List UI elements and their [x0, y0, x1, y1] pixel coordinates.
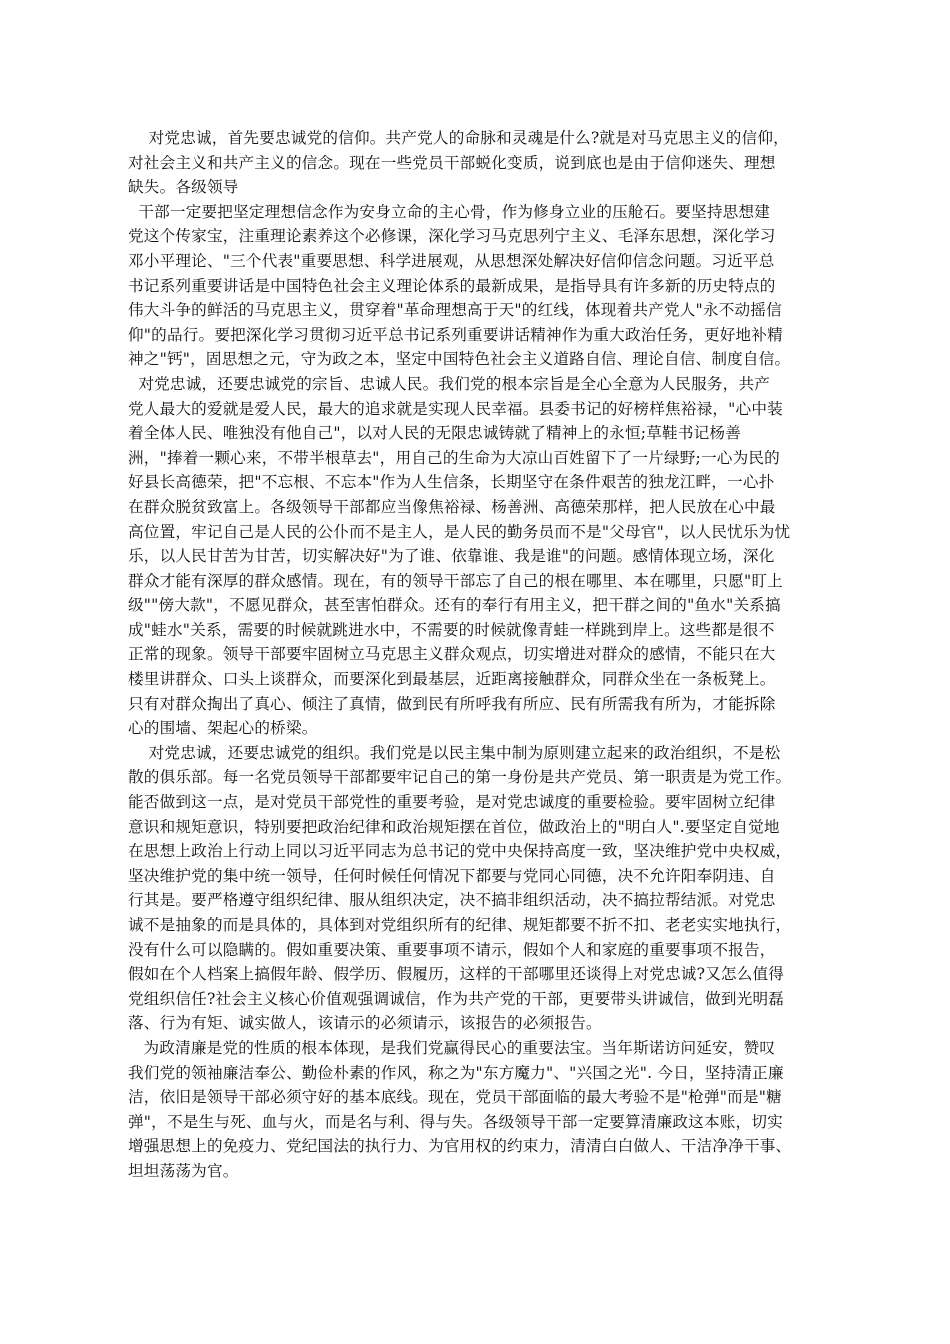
text-line: 能否做到这一点，是对党员干部党性的重要考验，是对党忠诚度的重要检验。要牢固树立纪律: [128, 793, 776, 812]
paragraph: [128, 126, 818, 200]
text-line: 党这个传家宝，注重理论素养这个必修课，深化学习马克思列宁主义、毛泽东思想，深化学习: [128, 227, 776, 246]
text-line: 群众才能有深厚的群众感情。现在，有的领导干部忘了自己的根在哪里、本在哪里，只愿"盯上: [128, 571, 783, 590]
text-line: 对党忠诚，还要忠诚党的宗旨、忠诚人民。我们党的根本宗旨是全心全意为人民服务，共产: [128, 374, 771, 393]
text-line: 在群众脱贫致富上。各级领导干部都应当像焦裕禄、杨善洲、高德荣那样，把人民放在心中最: [128, 497, 776, 516]
text-line: 邓小平理论、"三个代表"重要思想、科学进展观，从思想深处解决好信仰信念问题。习近平总: [128, 251, 775, 270]
text-line: 乐，以人民甘苦为甘苦，切实解决好"为了谁、依靠谁、我是谁"的问题。感情体现立场，深化: [128, 547, 775, 566]
text-line: 党组织信任?社会主义核心价值观强调诚信，作为共产党的干部，更要带头讲诚信，做到光明磊: [128, 989, 785, 1008]
text-line: 散的俱乐部。每一名党员领导干部都要牢记自己的第一身份是共产党员、第一职责是为党工作。: [128, 768, 792, 787]
text-line: 假如在个人档案上搞假年龄、假学历、假履历，这样的干部哪里还谈得上对党忠诚?又怎么值得: [128, 965, 785, 984]
text-line: 正常的现象。领导干部要牢固树立马克思主义群众观点，切实增进对群众的感情，不能只在大: [128, 645, 776, 664]
text-line: 着全体人民、唯独没有他自己"，以对人民的无限忠诚铸就了精神上的永恒;草鞋书记杨善: [128, 424, 741, 443]
document-body: [128, 126, 818, 1184]
text-line: 干部一定要把坚定理想信念作为安身立命的主心骨，作为修身立业的压舱石。要坚持思想建: [128, 202, 771, 221]
text-line: 行其是。要严格遵守组织纪律、服从组织决定，决不搞非组织活动，决不搞拉帮结派。对党忠: [128, 891, 776, 910]
text-line: 党人最大的爱就是爱人民，最大的追求就是实现人民幸福。县委书记的好榜样焦裕禄，"心中装: [128, 399, 783, 418]
text-line: 书记系列重要讲话是中国特色社会主义理论体系的最新成果，是指导具有许多新的历史特点的: [128, 276, 776, 295]
paragraph: [128, 372, 818, 741]
text-line: 缺失。各级领导: [128, 178, 239, 197]
text-line: 心的围墙、架起心的桥梁。: [128, 719, 318, 738]
text-line: 洲，"捧着一颗心来，不带半根草去"，用自己的生命为大凉山百姓留下了一片绿野;一心为民的: [128, 448, 780, 467]
text-line: 对社会主义和共产主义的信念。现在一些党员干部蜕化变质，说到底也是由于信仰迷失、理想: [128, 153, 776, 172]
text-line: 楼里讲群众、口头上谈群众，而要深化到最基层，近距离接触群众，同群众坐在一条板凳上。: [128, 670, 776, 689]
paragraph: [128, 1036, 818, 1184]
text-line: 仰"的品行。要把深化学习贯彻习近平总书记系列重要讲话精神作为重大政治任务，更好地补精: [128, 325, 783, 344]
text-line: 弹"，不是生与死、血与火，而是名与利、得与失。各级领导干部一定要算清廉政这本账，切实: [128, 1112, 783, 1131]
text-line: 诚不是抽象的而是具体的，具体到对党组织所有的纪律、规矩都要不折不扣、老老实实地执行，: [128, 916, 792, 934]
text-line: 没有什么可以隐瞒的。假如重要决策、重要事项不请示，假如个人和家庭的重要事项不报告，: [128, 940, 776, 959]
text-line: 对党忠诚，首先要忠诚党的信仰。共产党人的命脉和灵魂是什么?就是对马克思主义的信仰，: [128, 129, 789, 147]
text-line: 坦坦荡荡为官。: [128, 1161, 239, 1180]
text-line: 神之"钙"，固思想之元，守为政之本，坚定中国特色社会主义道路自信、理论自信、制度自信。: [128, 350, 791, 369]
text-line: 高位置，牢记自己是人民的公仆而不是主人，是人民的勤务员而不是"父母官"，以人民忧乐为忧: [128, 522, 791, 541]
text-line: 落、行为有矩、诚实做人，该请示的必须请示，该报告的必须报告。: [128, 1014, 602, 1033]
text-line: 在思想上政治上行动上同以习近平同志为总书记的党中央保持高度一致，坚决维护党中央权威，: [128, 842, 792, 861]
text-line: 伟大斗争的鲜活的马克思主义，贯穿着"革命理想高于天"的红线，体现着共产党人"永不动摇信: [128, 301, 782, 320]
text-line: 我们党的领袖廉洁奉公、勤俭朴素的作风，称之为"东方魔力"、"兴国之光". 今日，坚持清正廉: [128, 1063, 784, 1082]
text-line: 级""傍大款"，不愿见群众，甚至害怕群众。还有的奉行有用主义，把干群之间的"鱼水"关系搞: [128, 596, 781, 615]
text-line: 好县长高德荣，把"不忘根、不忘本"作为人生信条，长期坚守在条件艰苦的独龙江畔，一心扑: [128, 473, 775, 492]
text-line: 洁，依旧是领导干部必须守好的基本底线。现在，党员干部面临的最大考验不是"枪弹"而是"糖: [128, 1088, 782, 1107]
text-line: 增强思想上的免疫力、党纪国法的执行力、为官用权的约束力，清清白白做人、干洁净净干事、: [128, 1137, 792, 1156]
text-line: 为政清廉是党的性质的根本体现，是我们党赢得民心的重要法宝。当年斯诺访问延安，赞叹: [128, 1038, 776, 1057]
paragraph: [128, 741, 818, 1036]
text-line: 成"蛙水"关系，需要的时候就跳进水中，不需要的时候就像青蛙一样跳到岸上。这些都是很不: [128, 620, 775, 639]
text-line: 意识和规矩意识，特别要把政治纪律和政治规矩摆在首位，做政治上的"明白人".要坚定自觉地: [128, 817, 780, 836]
paragraph: [128, 200, 818, 372]
text-line: 坚决维护党的集中统一领导，任何时候任何情况下都要与党同心同德，决不允许阳奉阴违、自: [128, 866, 776, 885]
text-line: 对党忠诚，还要忠诚党的组织。我们党是以民主集中制为原则建立起来的政治组织，不是松: [128, 743, 781, 762]
text-line: 只有对群众掏出了真心、倾注了真情，做到民有所呼我有所应、民有所需我有所为，才能拆除: [128, 694, 776, 713]
